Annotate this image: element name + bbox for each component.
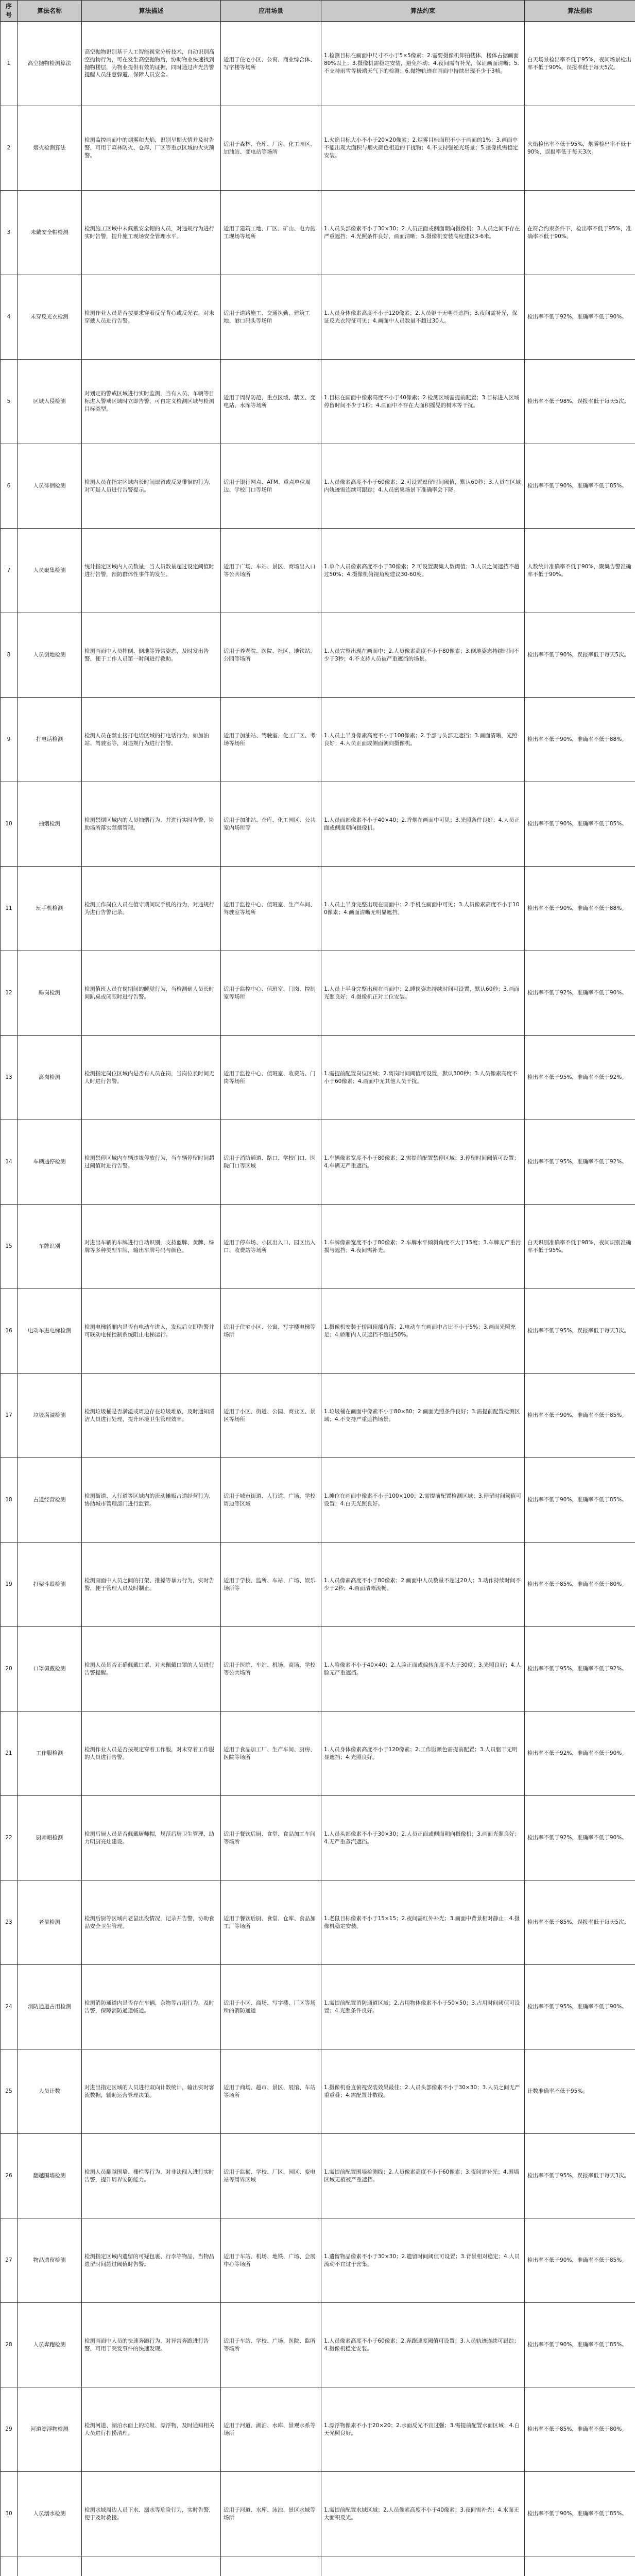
algorithm-constraint: 1.人员像素高度不小于60像素；2.奔跑速度阈值可设置；3.人员轨迹连续可跟踪；4.摄像机稳定安装。: [321, 2303, 525, 2387]
algorithm-metric: 人数统计准确率不低于90%，聚集告警准确率不低于90%。: [525, 529, 635, 613]
table-row: [1, 698, 635, 782]
row-index: 30: [1, 2472, 18, 2556]
application-scene: 适用于周界防范、重点区域、禁区、变电站、水库等场所: [221, 360, 321, 444]
algorithm-name: 工作服检测: [18, 1711, 82, 1796]
row-index: 24: [1, 1965, 18, 2049]
algorithm-metric: 检出率不低于90%，误报率低于每天5次。: [525, 613, 635, 698]
table-row: [1, 1205, 635, 1289]
algorithm-constraint: 1.人员像素高度不小于80像素；2.画面中人员数量不超过20人；3.动作持续时间不少于2秒；4.画面清晰流畅。: [321, 1543, 525, 1627]
table-row: [1, 782, 635, 867]
algorithm-metric: 检出率不低于95%，误报率低于每天3次。: [525, 2134, 635, 2218]
algorithm-constraint: 1.需提前配置水域区域；2.人员像素高度不小于40像素；3.夜间需补光；4.水面无大面积反光。: [321, 2472, 525, 2556]
algorithm-metric: 检出率不低于95%，误报率低于每天3次。: [525, 1289, 635, 1374]
algorithm-metric: 在符合约束条件下，检出率不低于95%，准确率不低于90%。: [525, 191, 635, 275]
algorithm-description: 检测禁停区域内车辆违规停放行为，当车辆停留时间超过阈值时进行告警。: [82, 1120, 221, 1205]
row-index: 13: [1, 1036, 18, 1120]
algorithm-constraint: 1.需提前配置岗位区域；2.离岗时间阈值可设置，默认300秒；3.人员像素高度不小于60像素；4.画面中无其他人员干扰。: [321, 1036, 525, 1120]
algorithm-name: 打架斗殴检测: [18, 1543, 82, 1627]
algorithm-metric: 检出率不低于85%，误报率低于每天5次。: [525, 1880, 635, 1965]
algorithm-description: 检测人员在指定区域内长时间逗留或反复徘徊的行为，对可疑人员进行告警提示。: [82, 444, 221, 529]
algorithm-name: 抽烟检测: [18, 782, 82, 867]
table-header-row: [1, 1, 635, 22]
algorithm-name: 人员徘徊检测: [18, 444, 82, 529]
algorithm-name: 人员聚集检测: [18, 529, 82, 613]
algorithm-constraint: 1.车辆像素宽度不小于80像素；2.需提前配置禁停区域；3.停留时间阈值可设置；4.车辆无严重遮挡。: [321, 1120, 525, 1205]
algorithm-constraint: 1.人员身体像素高度不小于120像素；2.工作服颜色需提前配置；3.人员躯干无明显遮挡；4.光照良好。: [321, 1711, 525, 1796]
algorithm-metric: 计数准确率不低于95%。: [525, 2049, 635, 2134]
algorithm-constraint: 1.人员面部像素不小于40×40；2.香烟在画面中可见；3.光照条件良好；4.人员正面或侧面朝向摄像机。: [321, 782, 525, 867]
algorithm-name: 口罩佩戴检测: [18, 1627, 82, 1711]
algorithm-name: 垃圾满溢检测: [18, 1374, 82, 1458]
algorithm-name: 人员溺水检测: [18, 2472, 82, 2556]
algorithm-metric: 检出率不低于92%，准确率不低于90%。: [525, 275, 635, 360]
row-index: 28: [1, 2303, 18, 2387]
algorithm-metric: 检出率不低于95%，准确率不低于92%。: [525, 1627, 635, 1711]
application-scene: 适用于监狱、学校、厂区、园区、变电站等周界区域: [221, 2134, 321, 2218]
algorithm-metric: 检出率不低于90%，准确率不低于85%。: [525, 1374, 635, 1458]
row-index: 22: [1, 1796, 18, 1880]
table-row: [1, 1036, 635, 1120]
row-index: 3: [1, 191, 18, 275]
algorithm-constraint: 1.单个人员像素高度不小于30像素；2.可设置聚集人数阈值；3.人员之间遮挡不超过50%；4.摄像机俯视角度建议30-60度。: [321, 529, 525, 613]
algorithm-description: 检测指定岗位区域内是否有人员在岗，当岗位长时间无人时进行告警。: [82, 1036, 221, 1120]
algorithm-name: [18, 2556, 82, 2576]
algorithm-name: 电动车进电梯检测: [18, 1289, 82, 1374]
algorithm-constraint: 1.目标在画面中像素高度不小于40像素；2.检测区域需提前配置；3.目标进入区域停留时间不少于1秒；4.画面中不存在大面积摇晃的树木等干扰。: [321, 360, 525, 444]
row-index: 7: [1, 529, 18, 613]
application-scene: 适用于停车场、小区出入口、园区出入口、收费站等场所: [221, 1205, 321, 1289]
algorithm-description: 检测工作岗位人员在值守期间玩手机的行为，对违规行为进行告警记录。: [82, 867, 221, 951]
header-name: 算法名称: [18, 1, 82, 22]
algorithm-description: 检测水域周边人员下水、溺水等危险行为，实时告警，便于及时救援。: [82, 2472, 221, 2556]
table-row: [1, 2303, 635, 2387]
algorithm-name: 睡岗检测: [18, 951, 82, 1036]
algorithm-metric: 检出率不低于95%，准确率不低于92%。: [525, 1120, 635, 1205]
algorithm-metric: 检出率不低于90%，准确率不低于85%。: [525, 1458, 635, 1543]
algorithm-constraint: 1.漂浮物像素不小于20×20；2.水面反光不宜过强；3.需提前配置水面区域；4.白天光照良好。: [321, 2387, 525, 2472]
application-scene: 适用于学校、监所、车站、广场、娱乐场所等: [221, 1543, 321, 1627]
application-scene: 适用于餐饮后厨、食堂、仓库、食品加工厂等场所: [221, 1880, 321, 1965]
algorithm-description: 对进出指定区域的人员进行双向计数统计，输出实时客流数据，辅助运营管理决策。: [82, 2049, 221, 2134]
table-row: [1, 1627, 635, 1711]
algorithm-name: 未穿反光衣检测: [18, 275, 82, 360]
table-row: [1, 867, 635, 951]
algorithm-metric: 检出率不低于98%，误报率低于每天5次。: [525, 360, 635, 444]
table-row: [1, 529, 635, 613]
application-scene: 适用于银行网点、ATM、重点单位周边、学校门口等场所: [221, 444, 321, 529]
algorithm-name: 车辆违停检测: [18, 1120, 82, 1205]
row-index: 29: [1, 2387, 18, 2472]
table-row: [1, 191, 635, 275]
algorithm-description: 检测作业人员是否按规定穿着工作服，对未穿着工作服的人员进行告警。: [82, 1711, 221, 1796]
algorithm-metric: 检出率不低于95%，准确率不低于90%。: [525, 1965, 635, 2049]
algorithm-name: 区域入侵检测: [18, 360, 82, 444]
row-index: 14: [1, 1120, 18, 1205]
algorithm-name: 高空抛物检测算法: [18, 22, 82, 106]
algorithm-metric: 检出率不低于90%，准确率不低于85%。: [525, 2303, 635, 2387]
application-scene: 适用于小区、街道、公园、商业区、景区等场所: [221, 1374, 321, 1458]
algorithm-description: 高空抛物识别基于人工智能视觉分析技术，自动识别高空抛物行为，可在发生高空抛物后，协助物业快速找到抛物楼层，为物业提供有效的证据，同时通过声光告警提醒人员注意躲避，保障人员安全。: [82, 22, 221, 106]
application-scene: 适用于加油站、驾驶室、化工厂区、考场等场所: [221, 698, 321, 782]
algorithm-metric: 检出率不低于85%，准确率不低于80%。: [525, 1543, 635, 1627]
algorithm-description: 统计指定区域内人员数量，当人员数量超过设定阈值时进行告警，预防群体性事件的发生。: [82, 529, 221, 613]
row-index: 8: [1, 613, 18, 698]
application-scene: 适用于加油站、仓库、化工园区、公共室内场所等: [221, 782, 321, 867]
algorithm-description: 检测后厨等区域内老鼠出没情况，记录并告警，协助食品安全卫生管理。: [82, 1880, 221, 1965]
algorithm-constraint: 1.人员上半身像素高度不小于100像素；2.手部与头部无遮挡；3.画面清晰，光照良好；4.人员正面或侧面朝向摄像机。: [321, 698, 525, 782]
algorithm-description: 检测人员是否正确佩戴口罩，对未佩戴口罩的人员进行告警提醒。: [82, 1627, 221, 1711]
row-index: 26: [1, 2134, 18, 2218]
algorithm-metric: 检出率不低于85%，准确率不低于80%。: [525, 2387, 635, 2472]
header-index: 序号: [1, 1, 18, 22]
table-row: [1, 444, 635, 529]
header-scene: 应用场景: [221, 1, 321, 22]
row-index: 4: [1, 275, 18, 360]
algorithm-constraint: 1.摄像机垂直俯视安装效果最佳；2.人员头部像素不小于30×30；3.人员之间无严重重叠；4.需配置计数线。: [321, 2049, 525, 2134]
row-index: 15: [1, 1205, 18, 1289]
table-row: [1, 1880, 635, 1965]
algorithm-name: 人员奔跑检测: [18, 2303, 82, 2387]
algorithm-constraint: 1.摊位在画面中像素不小于100×100；2.需提前配置检测区域；3.停留时间阈值可设置；4.白天光照良好。: [321, 1458, 525, 1543]
algorithm-constraint: 1.车牌像素宽度不小于80像素；2.车牌水平倾斜角度不大于15度；3.车牌无严重污损与遮挡；4.夜间需补光。: [321, 1205, 525, 1289]
table-row: [1, 2556, 635, 2576]
algorithm-name: 烟火检测算法: [18, 106, 82, 191]
algorithm-metric: 检出率不低于90%，准确率不低于85%。: [525, 782, 635, 867]
row-index: 20: [1, 1627, 18, 1711]
table-row: [1, 22, 635, 106]
table-row: [1, 2134, 635, 2218]
table-row: [1, 360, 635, 444]
algorithm-description: 检测人员在禁止接打电话区域的打电话行为，如加油站、驾驶室等，对违规行为进行告警。: [82, 698, 221, 782]
table-row: [1, 2049, 635, 2134]
application-scene: 适用于广场、车站、景区、商场出入口等公共场所: [221, 529, 321, 613]
algorithm-constraint: 1.人员身体像素高度不小于120像素；2.人员躯干无明显遮挡；3.夜间需补光，保证反光衣特征可见；4.画面中人员数量不超过30人。: [321, 275, 525, 360]
algorithm-description: 检测河道、湖泊水面上的垃圾、漂浮物，及时通知相关人员进行打捞清理。: [82, 2387, 221, 2472]
algorithm-metric: 检出率不低于92%，准确率不低于90%。: [525, 1711, 635, 1796]
application-scene: 适用于小区、商场、写字楼、厂区等场所的消防通道: [221, 1965, 321, 2049]
application-scene: 适用于车站、机场、地铁、广场、会展中心等场所: [221, 2218, 321, 2303]
row-index: 1: [1, 22, 18, 106]
application-scene: 适用于消防通道、路口、学校门口、医院门口等区域: [221, 1120, 321, 1205]
algorithm-constraint: 1.人脸像素不小于40×40；2.人脸正面或偏转角度不大于30度；3.光照良好；4.人脸无严重遮挡。: [321, 1627, 525, 1711]
algorithm-description: 检测后厨人员是否佩戴厨师帽，规范后厨卫生管理，助力明厨亮灶建设。: [82, 1796, 221, 1880]
row-index: 21: [1, 1711, 18, 1796]
row-index: 2: [1, 106, 18, 191]
header-description: 算法描述: [82, 1, 221, 22]
algorithm-metric: 火焰检出率不低于95%，烟雾检出率不低于90%，误报率低于每天3次。: [525, 106, 635, 191]
table-row: [1, 2387, 635, 2472]
algorithm-constraint: 1.人员头部像素不小于30×30；2.人员正面或侧面朝向摄像机；3.人员之间不存在严重遮挡；4.光照条件良好，画面清晰；5.摄像机安装高度建议3-6米。: [321, 191, 525, 275]
algorithm-metric: 白天识别准确率不低于98%，夜间识别准确率不低于95%。: [525, 1205, 635, 1289]
application-scene: 适用于医院、车站、机场、商场、学校等公共场所: [221, 1627, 321, 1711]
row-index: 19: [1, 1543, 18, 1627]
application-scene: 适用于食品加工厂、生产车间、厨房、医院等场所: [221, 1711, 321, 1796]
application-scene: 适用于城市街道、人行道、广场、学校周边等区域: [221, 1458, 321, 1543]
table-row: [1, 1374, 635, 1458]
algorithm-metric: 检出率不低于95%，准确率不低于92%。: [525, 1036, 635, 1120]
table-row: [1, 1796, 635, 1880]
row-index: [1, 2556, 18, 2576]
algorithm-metric: 检出率不低于90%，准确率不低于85%。: [525, 2472, 635, 2556]
table-row: [1, 951, 635, 1036]
algorithm-name: 人员倒地检测: [18, 613, 82, 698]
algorithm-description: 检测画面中人员之间的打架、推搡等暴力行为，实时告警，便于管理人员及时制止。: [82, 1543, 221, 1627]
application-scene: 适用于监控中心、值班室、生产车间、驾驶室等场所: [221, 867, 321, 951]
algorithm-constraint: 1.火焰目标大小不小于20×20像素；2.烟雾目标面积不小于画面的1%；3.画面中不能出现大面积与烟火颜色相近的干扰物；4.不支持强逆光场景；5.摄像机需稳定安装。: [321, 106, 525, 191]
row-index: 23: [1, 1880, 18, 1965]
algorithm-name: 河道漂浮物检测: [18, 2387, 82, 2472]
algorithm-constraint: 1.人员上半身完整出现在画面中；2.手机在画面中可见；3.人员像素高度不小于100像素；4.画面清晰无明显遮挡。: [321, 867, 525, 951]
algorithm-metric: 检出率不低于90%，准确率不低于88%。: [525, 867, 635, 951]
table-row: [1, 275, 635, 360]
algorithm-description: 对划定的警戒区域进行实时监测，当有人员、车辆等目标进入警戒区域时立即告警，可自定义检测区域与检测目标类型。: [82, 360, 221, 444]
algorithm-constraint: 1.需提前配置消防通道区域；2.占用物体像素不小于50×50；3.占用时间阈值可设置；4.光照条件良好。: [321, 1965, 525, 2049]
application-scene: 适用于住宅小区、公寓、写字楼电梯等场所: [221, 1289, 321, 1374]
algorithm-metric: 检出率不低于92%，准确率不低于90%。: [525, 951, 635, 1036]
table-row: [1, 613, 635, 698]
algorithm-name: 消防通道占用检测: [18, 1965, 82, 2049]
table-row: [1, 1543, 635, 1627]
table-row: [1, 1289, 635, 1374]
algorithm-description: 检测人员翻越围墙、栅栏等行为，对非法闯入进行实时告警，提升周界安防能力。: [82, 2134, 221, 2218]
row-index: 6: [1, 444, 18, 529]
algorithm-name: 离岗检测: [18, 1036, 82, 1120]
row-index: 17: [1, 1374, 18, 1458]
algorithm-description: 对进出车辆的车牌进行自动识别，支持蓝牌、黄牌、绿牌等多种类型车牌，输出车牌号码与颜色。: [82, 1205, 221, 1289]
algorithm-constraint: 1.人员完整出现在画面中；2.人员像素高度不小于80像素；3.倒地姿态持续时间不少于3秒；4.不支持人员被严重遮挡的场景。: [321, 613, 525, 698]
algorithm-description: 检测画面中人员的快速奔跑行为，对异常奔跑进行告警，可用于突发事件的快速发现。: [82, 2303, 221, 2387]
algorithm-metric: 检出率不低于90%，准确率不低于85%。: [525, 2218, 635, 2303]
algorithm-description: 检测指定区域内遗留的可疑包裹、行李等物品，当物品遗留时间超过阈值时告警。: [82, 2218, 221, 2303]
application-scene: [221, 2556, 321, 2576]
algorithm-description: 检测值班人员在岗期间的睡觉行为，当检测到人员长时间趴桌或闭眼时进行告警。: [82, 951, 221, 1036]
row-index: 12: [1, 951, 18, 1036]
algorithm-description: 检测禁烟区域内的人员抽烟行为，并进行实时告警，协助场所落实禁烟管理。: [82, 782, 221, 867]
application-scene: 适用于车站、学校、广场、医院、监所等场所: [221, 2303, 321, 2387]
algorithm-name: 玩手机检测: [18, 867, 82, 951]
application-scene: 适用于监控中心、值班室、收费站、门岗等场所: [221, 1036, 321, 1120]
application-scene: 适用于住宅小区、公寓、商业综合体、写字楼等场所: [221, 22, 321, 106]
algorithm-constraint: [321, 2556, 525, 2576]
row-index: 5: [1, 360, 18, 444]
algorithm-constraint: 1.检测目标在画面中尺寸不小于5×5像素；2.需要摄像机仰拍楼体，楼体占据画面80%以上；3.摄像机需稳定安装，避免抖动；4.夜间需有补光，保证画面清晰；5.不支持雨雪等极端天气下的检测；6.抛物轨迹在画面中持续出现不少于3帧。: [321, 22, 525, 106]
application-scene: 适用于道路施工、交通执勤、建筑工地、港口码头等场所: [221, 275, 321, 360]
algorithm-name: 未戴安全帽检测: [18, 191, 82, 275]
application-scene: 适用于建筑工地、厂区、矿山、电力施工现场等场所: [221, 191, 321, 275]
algorithm-name: 占道经营检测: [18, 1458, 82, 1543]
algorithm-name: 物品遗留检测: [18, 2218, 82, 2303]
algorithm-name: 车牌识别: [18, 1205, 82, 1289]
table-row: [1, 1458, 635, 1543]
algorithm-metric: [525, 2556, 635, 2576]
algorithm-description: 检测监控画面中的烟雾和火焰，识别早期火情并及时告警，可用于森林防火、仓库、厂区等重点区域的火灾预警。: [82, 106, 221, 191]
application-scene: 适用于养老院、医院、社区、地铁站、公园等场所: [221, 613, 321, 698]
algorithm-description: 检测作业人员是否按要求穿着反光背心或反光衣，对未穿戴人员进行告警。: [82, 275, 221, 360]
algorithm-metric: 白天场景检出率不低于95%，夜间场景检出率不低于90%，误报率低于每天5次。: [525, 22, 635, 106]
algorithm-description: 检测施工区域中未佩戴安全帽的人员，对违规行为进行实时告警，提升施工现场安全管理水平。: [82, 191, 221, 275]
algorithm-constraint: 1.人员像素高度不小于60像素；2.可设置逗留时间阈值，默认60秒；3.人员在区域内轨迹需连续可跟踪；4.人员密集场景下准确率会下降。: [321, 444, 525, 529]
application-scene: 适用于森林、仓库、厂房、化工园区、加油站、变电站等场所: [221, 106, 321, 191]
table-row: [1, 1711, 635, 1796]
algorithm-constraint: 1.垃圾桶在画面中像素不小于80×80；2.画面光照条件良好；3.需提前配置检测区域；4.不支持严重遮挡场景。: [321, 1374, 525, 1458]
row-index: 11: [1, 867, 18, 951]
table-row: [1, 2218, 635, 2303]
algorithm-constraint: 1.遗留物品像素不小于30×30；2.遗留时间阈值可设置；3.背景相对稳定；4.人员流动不宜过于密集。: [321, 2218, 525, 2303]
table-body: [1, 22, 635, 2576]
row-index: 10: [1, 782, 18, 867]
algorithm-metric: 检出率不低于90%，准确率不低于85%。: [525, 444, 635, 529]
algorithm-constraint: 1.人员上半身完整出现在画面中；2.睡岗姿态持续时间可设置，默认60秒；3.画面光照良好；4.摄像机正对工位安装。: [321, 951, 525, 1036]
algorithm-constraint: 1.人员头部像素不小于30×30；2.人员正面或侧面朝向摄像机；3.画面光照良好；4.无严重蒸汽遮挡。: [321, 1796, 525, 1880]
application-scene: 适用于商场、超市、景区、展馆、车站等场所: [221, 2049, 321, 2134]
algorithm-description: 检测画面中人员摔倒、倒地等异常姿态，及时发出告警，便于工作人员第一时间进行救助。: [82, 613, 221, 698]
algorithm-constraint: 1.摄像机安装于轿厢顶部角落；2.电动车在画面中占比不小于5%；3.画面光照充足；4.轿厢内人员遮挡不超过50%。: [321, 1289, 525, 1374]
application-scene: 适用于餐饮后厨、食堂、食品加工车间等场所: [221, 1796, 321, 1880]
application-scene: 适用于河道、湖泊、水库、景观水系等场所: [221, 2387, 321, 2472]
row-index: 25: [1, 2049, 18, 2134]
algorithm-description: 检测垃圾桶是否满溢或周边存在垃圾堆放，及时通知清洁人员进行处理，提升环境卫生管理效率。: [82, 1374, 221, 1458]
row-index: 16: [1, 1289, 18, 1374]
application-scene: 适用于河道、水库、泳池、景区水域等场所: [221, 2472, 321, 2556]
algorithm-name: 老鼠检测: [18, 1880, 82, 1965]
algorithm-constraint: 1.需提前配置围墙检测线；2.人员像素高度不小于60像素；3.夜间需补光；4.围墙区域无植被严重遮挡。: [321, 2134, 525, 2218]
algorithm-description: [82, 2556, 221, 2576]
table-row: [1, 1120, 635, 1205]
table-row: [1, 2472, 635, 2556]
algorithm-name: 翻越围墙检测: [18, 2134, 82, 2218]
row-index: 18: [1, 1458, 18, 1543]
header-metric: 算法指标: [525, 1, 635, 22]
algorithm-description: 检测消防通道内是否存在车辆、杂物等占用行为，及时告警，保障消防通道畅通。: [82, 1965, 221, 2049]
table-row: [1, 106, 635, 191]
algorithm-metric: 检出率不低于92%，准确率不低于90%。: [525, 1796, 635, 1880]
row-index: 27: [1, 2218, 18, 2303]
algorithm-name: 人员计数: [18, 2049, 82, 2134]
algorithm-constraint: 1.老鼠目标像素不小于15×15；2.夜间需红外补光；3.画面中背景相对静止；4.摄像机稳定安装。: [321, 1880, 525, 1965]
algorithm-description: 检测电梯轿厢内是否有电动车进入，发现后立即告警并可联动电梯控制系统阻止电梯运行。: [82, 1289, 221, 1374]
row-index: 9: [1, 698, 18, 782]
table-row: [1, 1965, 635, 2049]
algorithm-metric: 检出率不低于90%，准确率不低于88%。: [525, 698, 635, 782]
algorithm-name: 厨师帽检测: [18, 1796, 82, 1880]
header-constraint: 算法约束: [321, 1, 525, 22]
algorithm-name: 打电话检测: [18, 698, 82, 782]
application-scene: 适用于监控中心、值班室、门岗、控制室等场所: [221, 951, 321, 1036]
algorithm-description: 检测街道、人行道等区域内的流动摊贩占道经营行为，协助城市管理部门进行监管。: [82, 1458, 221, 1543]
